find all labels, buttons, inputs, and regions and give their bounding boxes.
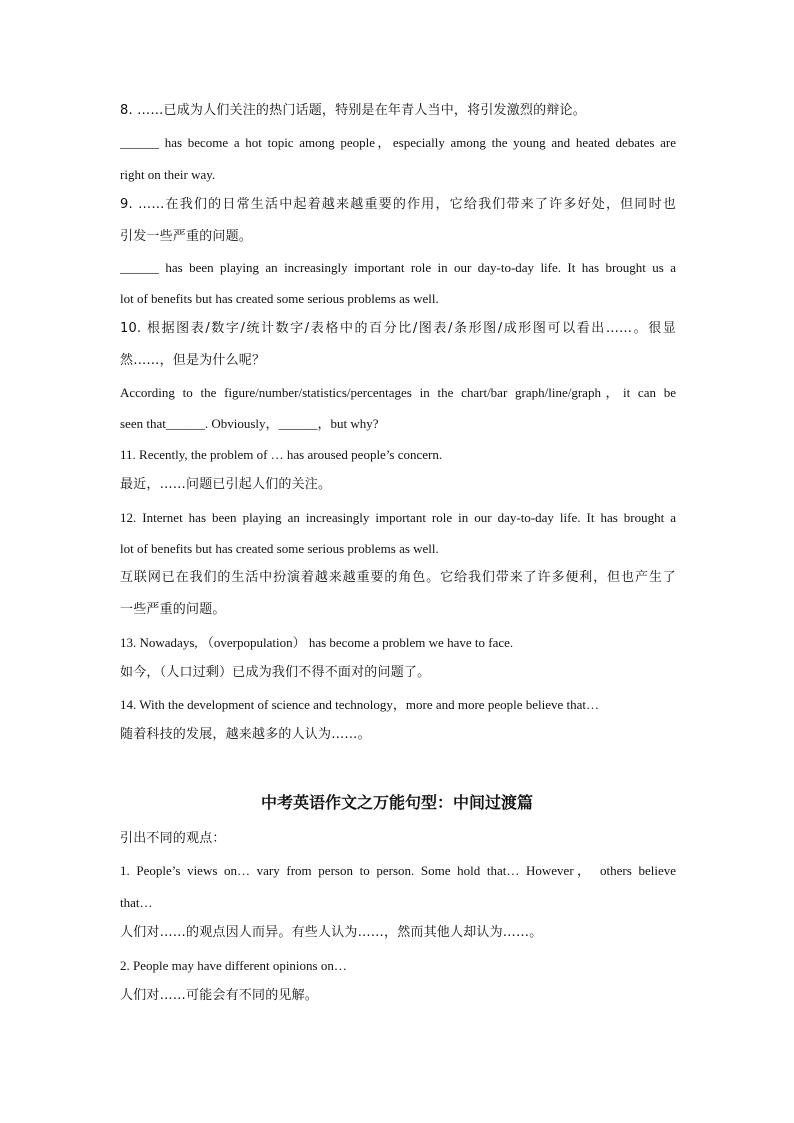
item-9-english-line-2: lot of benefits but has created some serious problems as well. bbox=[120, 291, 439, 306]
item-13-english: 13. Nowadays, （overpopulation） has become a problem we have to face. bbox=[120, 635, 514, 650]
item-10-chinese-line-2: 然……，但是为什么呢？ bbox=[120, 353, 266, 368]
item-12-chinese-line-1: 互联网已在我们的生活中扮演着越来越重要的角色。它给我们带来了许多便利，但也产生了 bbox=[120, 570, 676, 585]
view-2-chinese: 人们对……可能会有不同的见解。 bbox=[120, 988, 319, 1003]
item-10-chinese-line-1: 10. 根据图表/数字/统计数字/表格中的百分比/图表/条形图/成形图可以看出……。很显 bbox=[120, 321, 676, 336]
section-title: 中考英语作文之万能句型：中间过渡篇 bbox=[260, 793, 533, 812]
subheading: 引出不同的观点： bbox=[120, 831, 226, 846]
item-12-english-line-1: 12. Internet has been playing an increasingly important role in our day-to-day life. It has brought a bbox=[120, 510, 676, 525]
item-11-english: 11. Recently, the problem of … has aroused people’s concern. bbox=[120, 447, 443, 462]
view-1-english-line-2: that… bbox=[120, 895, 153, 910]
item-14-chinese: 随着科技的发展，越来越多的人认为……。 bbox=[120, 727, 371, 742]
item-8-english-line-1: ______ has become a hot topic among people，especially among the young and heated debates are bbox=[120, 135, 676, 150]
item-9-english-line-1: ______ has been playing an increasingly important role in our day-to-day life. It has brought us a bbox=[120, 260, 676, 275]
item-12-chinese-line-2: 一些严重的问题。 bbox=[120, 602, 226, 617]
view-1-chinese: 人们对……的观点因人而异。有些人认为……，然而其他人却认为……。 bbox=[120, 925, 543, 940]
item-13-chinese: 如今，（人口过剩）已成为我们不得不面对的问题了。 bbox=[120, 665, 431, 680]
item-14-english: 14. With the development of science and technology，more and more people believe that… bbox=[120, 697, 600, 712]
item-9-chinese-line-1: 9. ……在我们的日常生活中起着越来越重要的作用，它给我们带来了许多好处，但同时也 bbox=[120, 197, 676, 212]
item-11-chinese: 最近，……问题已引起人们的关注。 bbox=[120, 477, 332, 492]
item-12-english-line-2: lot of benefits but has created some serious problems as well. bbox=[120, 541, 439, 556]
view-2-english: 2. People may have different opinions on… bbox=[120, 958, 347, 973]
item-9-chinese-line-2: 引发一些严重的问题。 bbox=[120, 229, 253, 244]
item-10-english-line-1: According to the figure/number/statistics/percentages in the chart/bar graph/line/graph，it can be bbox=[120, 385, 676, 400]
view-1-english-line-1: 1. People’s views on… vary from person to person. Some hold that… However， others believe bbox=[120, 863, 676, 878]
item-8-english-line-2: right on their way. bbox=[120, 167, 216, 182]
item-8-chinese: 8. ……已成为人们关注的热门话题，特别是在年青人当中，将引发激烈的辩论。 bbox=[120, 103, 586, 118]
item-10-english-line-2: seen that______. Obviously，______，but why? bbox=[120, 416, 379, 431]
